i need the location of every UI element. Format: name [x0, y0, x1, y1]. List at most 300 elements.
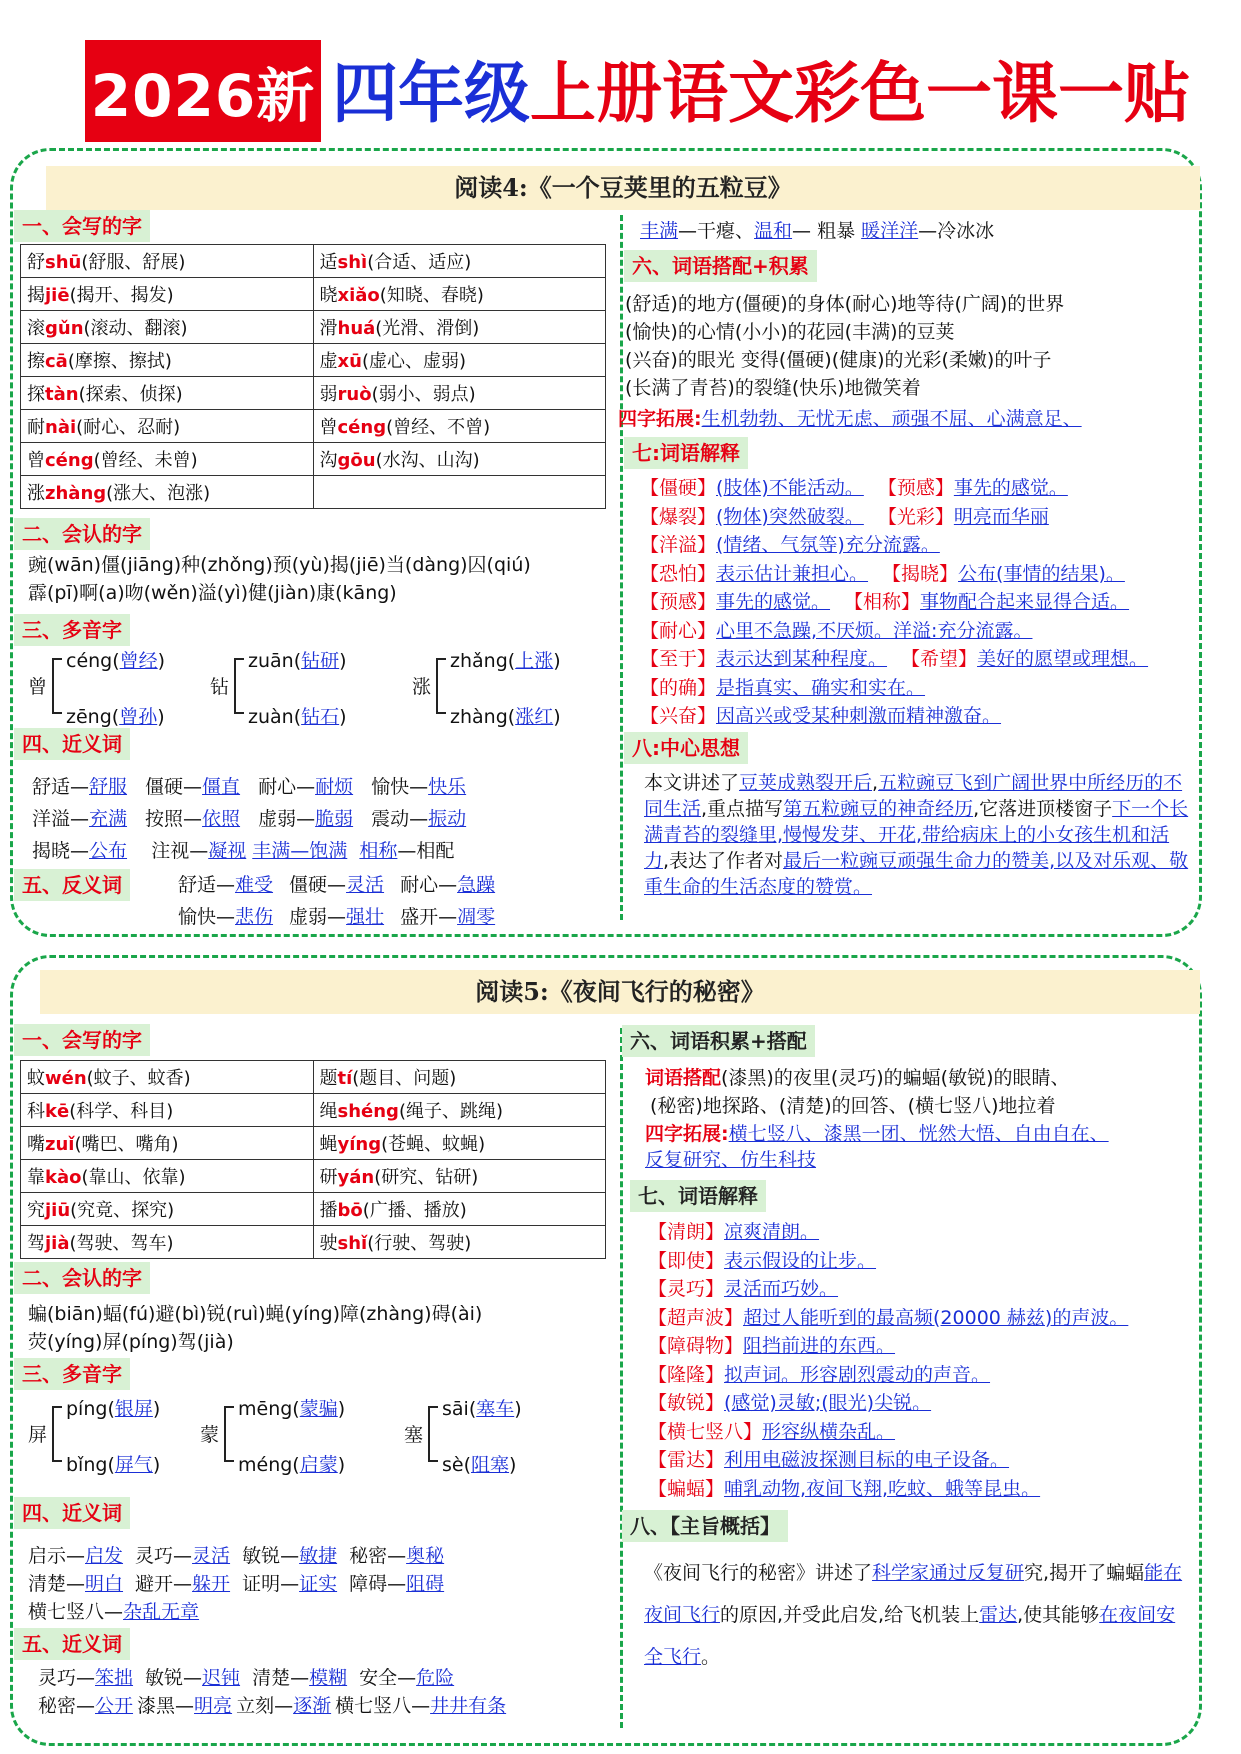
definition-term: 【耐心】 [640, 619, 717, 642]
definition-term: 【障碍物】 [648, 1335, 744, 1357]
pair-answer: 笨拙 [95, 1667, 134, 1689]
definition-line [648, 1361, 990, 1389]
definition-line [648, 1418, 895, 1446]
pinyin: yán [337, 1167, 375, 1188]
collocation-line: (兴奋)的眼光 变得(僵硬)(健康)的光彩(柔嫩)的叶子 [625, 349, 1052, 371]
syn-answer: 丰满—饱满 [252, 840, 348, 862]
char-words: (曾经、不曾) [386, 417, 491, 438]
l4-central-idea [644, 770, 1192, 900]
table-cell [21, 443, 314, 476]
definition-line [648, 1247, 876, 1275]
table-row [21, 1226, 606, 1259]
definition-term: 【的确】 [640, 676, 717, 699]
l4-section3-heading: 三、多音字 [14, 614, 130, 646]
reading: zhàng( [450, 706, 516, 728]
table-cell [21, 410, 314, 443]
syn-word: —相配 [397, 840, 455, 862]
definition-text: 事先的感觉。 [953, 477, 1068, 499]
char-words: (广播、播放) [362, 1200, 467, 1221]
pair-word: 虚弱— [289, 906, 347, 928]
polyphone-char: 蒙 [200, 1424, 220, 1446]
definition-text: 公布(事情的结果)。 [958, 562, 1125, 585]
pair-answer: 脆弱 [315, 808, 354, 830]
char: 题 [319, 1068, 338, 1089]
pair-word: 证明— [242, 1573, 300, 1595]
definition-term: 【恐怕】 [640, 562, 717, 585]
syn-answer: 公布 [89, 840, 128, 862]
l4-recog-line2: 霹(pī)啊(a)吻(wěn)溢(yì)健(jiàn)康(kāng) [28, 582, 397, 604]
polyphone-bracket [224, 1406, 234, 1462]
reading: píng( [66, 1398, 115, 1420]
definition-line [648, 1304, 1128, 1332]
paren: ) [157, 650, 166, 672]
word: 上涨 [515, 650, 554, 672]
pair-word: 清楚— [28, 1573, 86, 1595]
pinyin: wén [45, 1068, 87, 1089]
char: 曾 [27, 450, 45, 471]
summary-key: 最后一粒豌豆顽强生命力的赞美,以及对乐观、敬重生命的生活态度的赞赏。 [644, 850, 1189, 898]
definition-term: 【爆裂】 [640, 505, 717, 528]
pair-answer: 明白 [85, 1573, 124, 1595]
char-words: (摩擦、擦拭) [67, 351, 172, 372]
l5-synonym-row3 [28, 1598, 199, 1626]
char: 驶 [319, 1233, 338, 1254]
table-row [21, 245, 606, 278]
char: 舒 [27, 252, 45, 273]
paren: ) [157, 706, 165, 728]
definition-text: 拟声词。形容剧烈震动的声音。 [724, 1363, 991, 1386]
char: 究 [27, 1200, 45, 1221]
table-cell [21, 344, 314, 377]
paren: ) [339, 650, 347, 672]
definition-text: 形容纵横杂乱。 [762, 1420, 896, 1443]
pair-word: 僵硬— [145, 776, 203, 798]
l5-recog-line2: 荧(yíng)屏(píng)驾(jià) [28, 1331, 234, 1353]
table-cell [313, 1226, 606, 1259]
pair-answer: 模糊 [309, 1667, 348, 1689]
polyphone-reading [248, 646, 347, 673]
char: 揭 [27, 285, 45, 306]
l4-recog-line1: 豌(wān)僵(jiāng)种(zhǒng)预(yù)揭(jiē)当(dàng)囚(qiú) [28, 554, 531, 576]
char: 擦 [27, 351, 45, 372]
pinyin: jiē [45, 285, 70, 306]
polyphone-reading [450, 702, 561, 729]
summary-text: ,它落进顶楼窗子 [973, 798, 1113, 820]
char: 蚊 [27, 1068, 45, 1089]
l4-section5-heading: 五、反义词 [14, 869, 130, 901]
definition-line [640, 560, 1125, 588]
polyphone-reading [442, 1450, 516, 1477]
pinyin: jiū [45, 1200, 71, 1221]
paren: ) [337, 1454, 346, 1476]
char-words: (弱小、弱点) [371, 384, 476, 405]
summary-text: 的原因,并受此启发,给飞机装上 [720, 1604, 980, 1626]
char-words: (蚊子、蚊香) [86, 1068, 191, 1089]
definition-text: 凉爽清朗。 [724, 1221, 820, 1243]
pair-word: 敏锐— [242, 1545, 300, 1567]
pair-word: 安全— [359, 1667, 417, 1689]
table-cell [21, 476, 314, 509]
summary-text: ,表达了作者对 [663, 850, 784, 872]
summary-text: 。 [701, 1646, 721, 1668]
char: 科 [27, 1101, 45, 1122]
summary-text: , [872, 772, 879, 794]
definition-term: 【隆隆】 [648, 1363, 725, 1386]
definition-text: 事先的感觉。 [716, 591, 831, 613]
page-title [332, 44, 1190, 144]
char: 绳 [319, 1101, 338, 1122]
definition-line [640, 503, 1049, 531]
pair-word: 震动— [371, 808, 429, 830]
char-words: (苍蝇、蚊蝇) [381, 1134, 486, 1155]
paren: ) [339, 706, 347, 728]
l5-section7-heading: 七、词语解释 [630, 1180, 766, 1212]
pinyin: tàn [45, 384, 79, 405]
pair-answer: 耐烦 [315, 776, 354, 798]
definition-text: 阻挡前进的东西。 [743, 1335, 896, 1357]
pinyin: shǐ [337, 1233, 368, 1254]
definition-text: (肢体)不能活动。 [716, 477, 864, 499]
polyphone-reading [66, 702, 165, 729]
l5-synonym-row2 [28, 1570, 444, 1598]
l5-section5-heading: 五、近义词 [14, 1628, 130, 1660]
syn-word: 注视— [151, 840, 209, 862]
pinyin: yíng [337, 1134, 382, 1155]
pair-word: — 粗暴 [792, 220, 862, 242]
table-cell [313, 1193, 606, 1226]
l5-collocation-line1 [645, 1064, 1070, 1092]
collocation-line: (愉快)的心情(小小)的花园(丰满)的豆荚 [625, 321, 955, 343]
definition-text: (情绪、气氛等)充分流露。 [716, 534, 940, 556]
pair-word: 虚弱— [258, 808, 316, 830]
pair-answer: 灵活 [192, 1545, 231, 1567]
polyphone-char: 涨 [412, 676, 432, 698]
summary-text: 《夜间飞行的秘密》讲述了 [644, 1562, 873, 1584]
definition-text: (感觉)灵敏;(眼光)尖锐。 [724, 1392, 932, 1414]
summary-key: 在夜间安全飞行 [644, 1604, 1176, 1668]
pair-answer: 依照 [202, 808, 241, 830]
definition-text: 表示达到某种程度。 [716, 648, 888, 670]
definition-line [640, 617, 1032, 645]
pair-word: 愉快— [178, 906, 236, 928]
definition-term: 【即使】 [648, 1249, 725, 1272]
definition-term: 【希望】 [901, 648, 978, 670]
pair-answer: 启发 [85, 1545, 124, 1567]
pinyin: céng [337, 417, 387, 438]
paren: ) [152, 1398, 161, 1420]
pinyin: gōu [337, 450, 376, 471]
table-row [21, 311, 606, 344]
pinyin: cā [45, 351, 68, 372]
pair-answer: 证实 [299, 1573, 338, 1595]
table-cell [313, 410, 606, 443]
l5-section4-heading: 四、近义词 [14, 1497, 130, 1529]
table-cell [21, 1226, 314, 1259]
char-words: (靠山、依靠) [81, 1167, 186, 1188]
pair-word: —干瘪、 [678, 220, 755, 242]
polyphone-bracket [428, 1406, 438, 1462]
lesson5-divider [620, 1028, 623, 1728]
table-row [21, 1160, 606, 1193]
table-cell [313, 311, 606, 344]
table-row [21, 377, 606, 410]
definition-text: 是指真实、确实和实在。 [716, 676, 926, 699]
definition-text: 美好的愿望或理想。 [977, 648, 1149, 670]
definition-term: 【僵硬】 [640, 477, 717, 499]
char: 滚 [27, 318, 45, 339]
four-char-label: 四字拓展: [645, 1123, 729, 1145]
reading: zuàn( [248, 706, 302, 728]
definition-text: 表示估计兼担心。 [716, 562, 869, 585]
char: 探 [27, 384, 45, 405]
syn-answer: 凝视 [208, 840, 247, 862]
summary-key: 雷达 [979, 1604, 1018, 1626]
definition-line [648, 1389, 931, 1417]
char-words: (研究、钻研) [374, 1167, 479, 1188]
char: 研 [319, 1167, 338, 1188]
char-words: (绳子、跳绳) [398, 1101, 503, 1122]
pinyin: shì [337, 252, 368, 273]
pair-answer: 悲伤 [235, 906, 274, 928]
year-badge: 2026新 [85, 40, 321, 142]
lesson4-banner: 阅读4:《一个豆荚里的五粒豆》 [46, 166, 1200, 210]
l5-antonym-row1 [38, 1664, 454, 1692]
pair-answer: 井井有条 [430, 1695, 507, 1717]
word: 启蒙 [299, 1454, 338, 1476]
collocation-line: (长满了青苔)的裂缝(快乐)地微笑着 [625, 377, 921, 399]
table-cell [21, 1061, 314, 1094]
l5-four-char-line2 [645, 1146, 816, 1174]
definition-line [648, 1332, 895, 1360]
definition-line [640, 474, 1068, 502]
summary-key: 第五粒豌豆的神奇经历 [783, 798, 974, 820]
pair-answer: 逐渐 [293, 1695, 332, 1717]
pinyin: zuǐ [45, 1134, 75, 1155]
pinyin: jià [45, 1233, 70, 1254]
l5-antonym-row2 [38, 1692, 506, 1720]
char-words: (究竟、探究) [70, 1200, 175, 1221]
word: 曾孙 [119, 706, 158, 728]
char: 弱 [319, 384, 338, 405]
definition-term: 【清朗】 [648, 1221, 725, 1243]
pinyin: huá [337, 318, 376, 339]
definition-term: 【至于】 [640, 648, 717, 670]
definition-term: 【横七竖八】 [648, 1420, 763, 1443]
l5-four-char [645, 1120, 1109, 1148]
paren: ) [152, 1454, 161, 1476]
char-words: (虚心、虚弱) [361, 351, 466, 372]
pair-answer: 舒服 [89, 776, 128, 798]
definition-line [640, 645, 1148, 673]
table-cell [313, 443, 606, 476]
definition-text: 表示假设的让步。 [724, 1249, 877, 1272]
char: 虚 [319, 351, 338, 372]
pinyin: shéng [337, 1101, 399, 1122]
word: 钻石 [301, 706, 340, 728]
char: 蝇 [319, 1134, 338, 1155]
l4-section4-heading: 四、近义词 [14, 728, 130, 760]
pair-answer: 充满 [89, 808, 128, 830]
pair-word: 立刻— [236, 1695, 294, 1717]
pair-answer: 振动 [428, 808, 467, 830]
char: 曾 [319, 417, 338, 438]
definition-term: 【洋溢】 [640, 534, 717, 556]
pair-word: 清楚— [252, 1667, 310, 1689]
pinyin: céng [45, 450, 94, 471]
definition-term: 【敏锐】 [648, 1392, 725, 1414]
summary-key: 豆荚成熟裂开后 [739, 772, 873, 794]
pair-answer: 躲开 [192, 1573, 231, 1595]
char-words: (滚动、翻滚) [83, 318, 188, 339]
pair-word: 耐心— [400, 874, 458, 896]
pair-word: 舒适— [178, 874, 236, 896]
definition-line [648, 1218, 819, 1246]
pair-word: 洋溢— [32, 808, 90, 830]
reading: sè( [442, 1454, 472, 1476]
pinyin: tí [337, 1068, 353, 1089]
polyphone-bracket [436, 658, 446, 714]
l4-four-char [618, 405, 1082, 433]
pair-word: 敏锐— [145, 1667, 203, 1689]
polyphone-reading [66, 1394, 160, 1421]
word: 钻研 [301, 650, 340, 672]
four-char-words: 生机勃勃、无忧无虑、顽强不屈、心满意足、 [701, 408, 1082, 430]
table-cell [21, 377, 314, 410]
word: 涨红 [515, 706, 554, 728]
collocation-line: (舒适)的地方(僵硬)的身体(耐心)地等待(广阔)的世界 [625, 293, 1065, 315]
polyphone-char: 屏 [28, 1424, 48, 1446]
pinyin: gǔn [45, 318, 84, 339]
pair-word: 横七竖八— [335, 1695, 431, 1717]
definition-term: 【光彩】 [877, 505, 954, 528]
word: 蒙骗 [299, 1398, 338, 1420]
char-words: (探索、侦探) [78, 384, 183, 405]
l5-recog-line1: 蝙(biān)蝠(fú)避(bì)锐(ruì)蝇(yíng)障(zhàng)碍(ài) [28, 1303, 483, 1325]
l4-section2-heading: 二、会认的字 [14, 518, 150, 550]
pair-answer: 灵活 [346, 874, 385, 896]
pair-word: 灵巧— [135, 1545, 193, 1567]
pair-answer: 僵直 [202, 776, 241, 798]
summary-key: 下一个长满青苔的裂缝里,慢慢发芽、开花,带给病床上的小女孩生机和活力 [644, 798, 1189, 872]
four-char-label: 四字拓展: [618, 408, 702, 430]
table-cell [313, 278, 606, 311]
word: 曾经 [119, 650, 158, 672]
definition-text: (物体)突然破裂。 [716, 505, 864, 528]
pair-word: 灵巧— [38, 1667, 96, 1689]
pair-answer: 奥秘 [406, 1545, 445, 1567]
char: 滑 [319, 318, 338, 339]
table-row [21, 1127, 606, 1160]
pair-word: 盛开— [400, 906, 458, 928]
lesson5-banner: 阅读5:《夜间飞行的秘密》 [40, 970, 1200, 1014]
pinyin: xiǎo [337, 285, 380, 306]
pair-answer: 暖洋洋 [861, 220, 919, 242]
reading: mēng( [238, 1398, 300, 1420]
definition-line [640, 588, 1129, 616]
char-words: (涨大、泡涨) [106, 483, 211, 504]
char-words: (驾驶、驾车) [69, 1233, 174, 1254]
char-words: (嘴巴、嘴角) [74, 1134, 179, 1155]
pair-word: 秘密— [38, 1695, 96, 1717]
polyphone-char: 钻 [210, 676, 230, 698]
definition-term: 【预感】 [640, 591, 717, 613]
definition-line [648, 1475, 1040, 1503]
table-row [21, 278, 606, 311]
table-cell [21, 311, 314, 344]
definition-line [648, 1446, 1009, 1474]
pair-word: 耐心— [258, 776, 316, 798]
summary-key: 科学家通过反复研 [872, 1562, 1025, 1584]
four-char-words: 反复研究、仿生科技 [645, 1149, 817, 1171]
table-cell [313, 1094, 606, 1127]
l4-write-table [20, 244, 606, 509]
definition-term: 【蝙蝠】 [648, 1477, 725, 1500]
table-cell [21, 1127, 314, 1160]
summary-text: 本文讲述了 [644, 772, 740, 794]
reading: sāi( [442, 1398, 477, 1420]
polyphone-reading [238, 1394, 345, 1421]
definition-text: 哺乳动物,夜间飞翔,吃蚊、蛾等昆虫。 [724, 1477, 1041, 1500]
l4-synonym-row3 [32, 837, 454, 865]
definition-line [640, 674, 925, 702]
pair-answer: 难受 [235, 874, 274, 896]
pair-word: 漆黑— [137, 1695, 195, 1717]
pair-word: 舒适— [32, 776, 90, 798]
polyphone-reading [248, 702, 347, 729]
polyphone-char: 曾 [28, 676, 48, 698]
word: 塞车 [476, 1398, 515, 1420]
l4-synonym-row1 [32, 773, 466, 801]
table-cell [313, 344, 606, 377]
l4-section8-heading: 八:中心思想 [624, 732, 748, 764]
pair-answer: 公开 [95, 1695, 134, 1717]
paren: ) [337, 1398, 346, 1420]
pair-word: 横七竖八— [28, 1601, 124, 1623]
pair-word: 愉快— [371, 776, 429, 798]
definition-text: 超过人能听到的最高频(20000 赫兹)的声波。 [743, 1306, 1129, 1329]
polyphone-reading [66, 646, 165, 673]
definition-term: 【揭晓】 [882, 562, 959, 585]
pair-word: 僵硬— [289, 874, 347, 896]
l5-collocation-line2: (秘密)地探路、(清楚)的回答、(横七竖八)地拉着 [650, 1095, 1056, 1117]
pinyin: nài [45, 417, 77, 438]
reading: bǐng( [66, 1454, 115, 1476]
definition-text: 明亮而华丽 [953, 505, 1049, 528]
polyphone-reading [238, 1450, 345, 1477]
summary-text: ,使其能够 [1017, 1604, 1100, 1626]
char: 嘴 [27, 1134, 45, 1155]
l4-section7-heading: 七:词语解释 [624, 437, 748, 469]
definition-term: 【雷达】 [648, 1449, 725, 1471]
definition-term: 【超声波】 [648, 1306, 744, 1329]
definition-text: 事物配合起来显得合适。 [920, 591, 1130, 613]
table-cell [21, 1094, 314, 1127]
summary-text: ,重点描写 [701, 798, 784, 820]
polyphone-bracket [234, 658, 244, 714]
l5-section6-heading: 六、词语积累+搭配 [622, 1025, 815, 1057]
paren: ) [514, 1398, 522, 1420]
polyphone-reading [66, 1450, 160, 1477]
table-cell [21, 245, 314, 278]
polyphone-bracket [52, 1406, 62, 1462]
table-row [21, 1061, 606, 1094]
table-cell [313, 1160, 606, 1193]
definition-text: 利用电磁波探测目标的电子设备。 [724, 1449, 1010, 1471]
table-row [21, 1193, 606, 1226]
polyphone-char: 塞 [404, 1424, 424, 1446]
paren: ) [553, 706, 561, 728]
char: 适 [319, 252, 338, 273]
